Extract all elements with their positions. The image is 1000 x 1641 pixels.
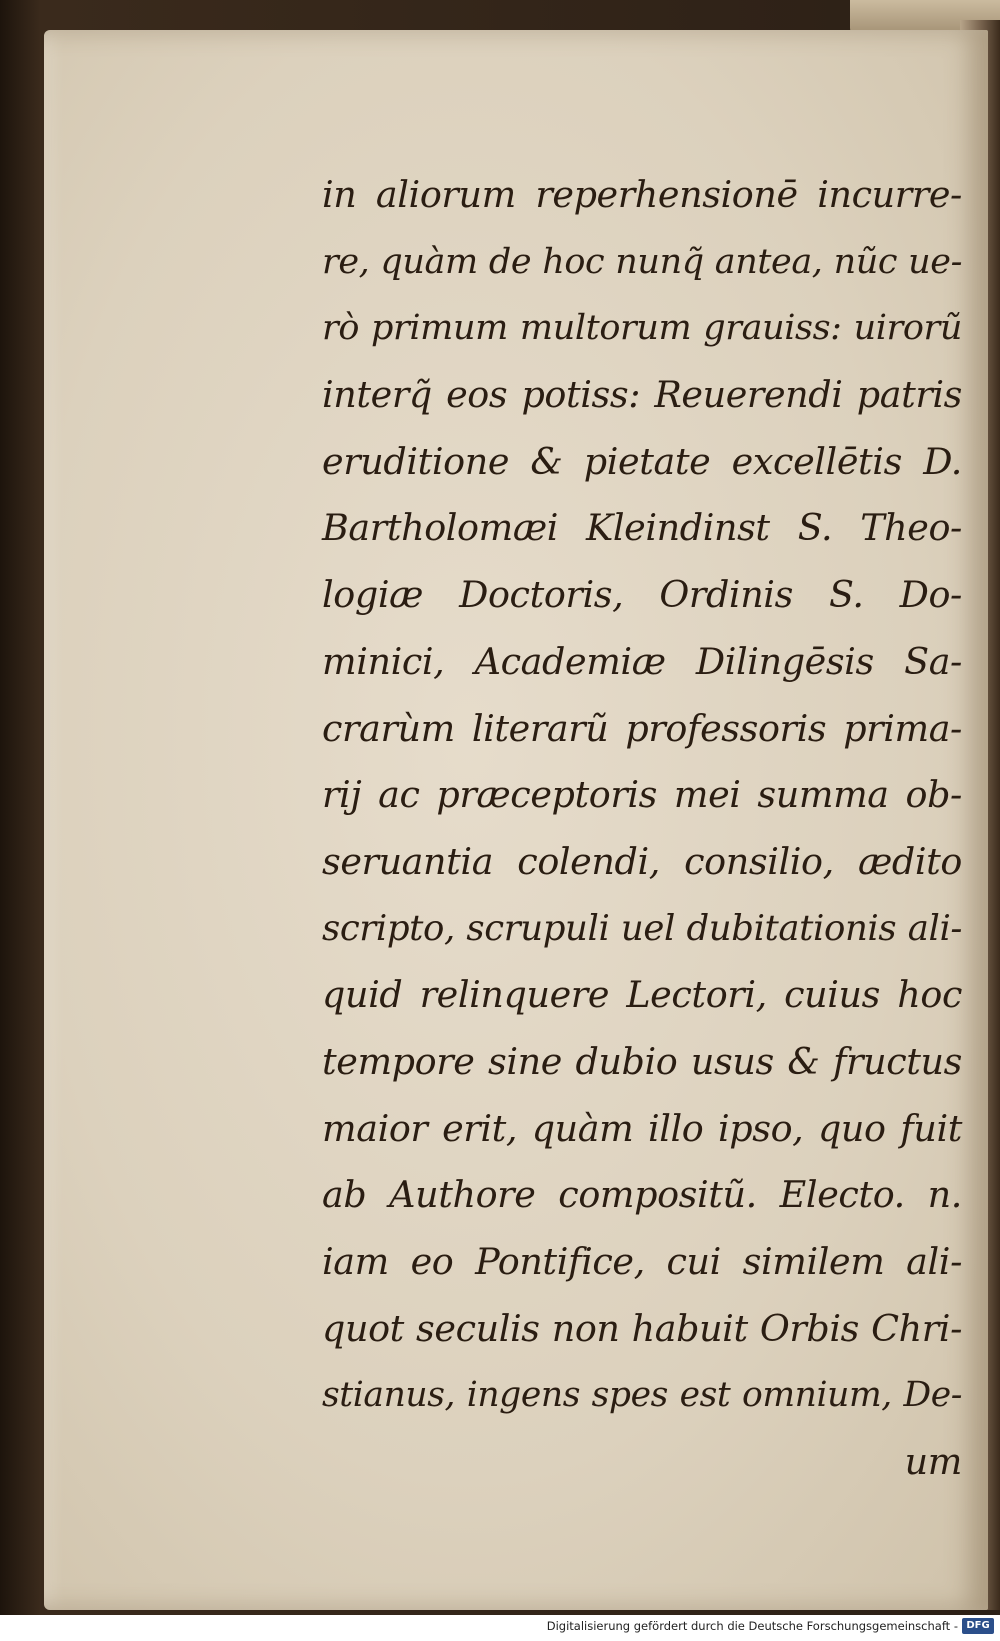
footer-credit: Digitalisierung gefördert durch die Deutsche Forschungsgemeinschaft - <box>546 1619 958 1633</box>
dfg-logo: DFG <box>962 1618 994 1634</box>
catchword: um <box>904 1440 962 1484</box>
text-line: stianus, ingens spes est omnium, De- <box>322 1375 962 1416</box>
text-line: interq̃ eos potiss: Reuerendi patris <box>322 373 962 417</box>
text-line: eruditione & pietate excellētis D. <box>322 439 962 483</box>
text-line: rij ac præceptoris mei summa ob- <box>322 773 962 817</box>
text-line: scripto, scrupuli uel dubitationis ali- <box>322 907 962 949</box>
footer-bar <box>0 1615 1000 1641</box>
text-line: iam eo Pontifice, cui similem ali- <box>322 1240 962 1283</box>
text-line: tempore sine dubio usus & fructus <box>322 1039 962 1083</box>
text-line: rò primum multorum grauiss: uirorũ <box>322 308 962 349</box>
text-line: crarùm literarũ professoris prima- <box>322 706 962 750</box>
text-line: Bartholomæi Kleindinst S. Theo- <box>322 506 962 550</box>
text-line: maior erit, quàm illo ipso, quo fuit <box>322 1106 962 1150</box>
text-line: seruantia colendi, consilio, ædito <box>322 839 962 883</box>
text-line: in aliorum reperhensionē incurre- <box>322 173 962 216</box>
text-line: logiæ Doctoris, Ordinis S. Do- <box>322 573 962 617</box>
page-text <box>322 162 962 1496</box>
text-line: quot seculis non habuit Orbis Chri- <box>322 1306 962 1350</box>
text-line: re, quàm de hoc nunq̃ antea, nũc ue- <box>322 241 962 282</box>
text-line: quid relinquere Lectori, cuius hoc <box>322 973 962 1017</box>
text-line: ab Authore compositũ. Electo. n. <box>322 1173 962 1217</box>
text-line: minici, Academiæ Dilingēsis Sa- <box>322 639 962 683</box>
